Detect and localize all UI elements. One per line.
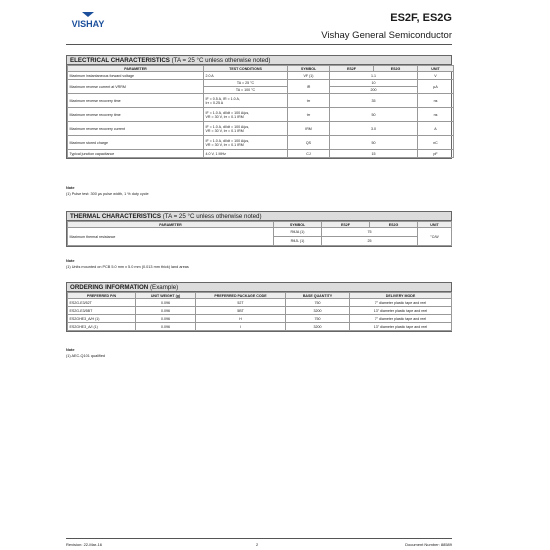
value-cell: 50 <box>330 136 418 150</box>
unit-cell: ns <box>418 108 454 122</box>
part-number-title: ES2F, ES2G <box>390 12 452 24</box>
header-rule <box>66 44 452 45</box>
param-cell: Maximum stored charge <box>68 136 204 150</box>
thermal-note-label: Note <box>66 259 75 263</box>
col-delivery-mode: DELIVERY MODE <box>350 293 452 299</box>
unit-cell: nC <box>418 136 454 150</box>
table-row <box>68 108 454 122</box>
value-cell: 1.1 <box>330 72 418 80</box>
footer-rule <box>66 538 452 539</box>
ordering-title-text: ORDERING INFORMATION <box>70 284 149 291</box>
col-es2f: ES2F <box>322 222 370 228</box>
col-preferred-pn: PREFERRED P/N <box>68 293 136 299</box>
qty-cell: 750 <box>286 299 350 307</box>
unit-cell: A <box>418 122 454 136</box>
pn-cell: ES2GHE3_A/H (1) <box>68 315 136 323</box>
footer-document-number: Document Number: 88589 <box>405 542 452 547</box>
electrical-note: (1) Pulse test: 300 µs pulse width, 1 % duty cycle <box>66 192 149 196</box>
weight-cell: 0.096 <box>136 315 196 323</box>
symbol-cell: IRM <box>288 122 330 136</box>
qty-cell: 3200 <box>286 307 350 315</box>
value-cell: 25 <box>322 237 418 246</box>
cond-cell <box>204 136 288 150</box>
col-base-quantity: BASE QUANTITY <box>286 293 350 299</box>
cond-line: VR = 30 V, Irr = 0.1 IRM <box>205 114 244 119</box>
code-cell: I <box>196 323 286 331</box>
table-row <box>68 228 452 237</box>
electrical-title-text: ELECTRICAL CHARACTERISTICS <box>70 57 170 64</box>
col-parameter: PARAMETER <box>68 222 274 228</box>
cond-cell <box>204 94 288 108</box>
unit-cell: µA <box>418 80 454 94</box>
cond-line: IF = 1.0 A, dI/dt = 100 A/µs, <box>205 138 250 143</box>
cond-cell: 2.0 A <box>204 72 288 80</box>
cond-cell: TA = 100 °C <box>204 87 288 94</box>
thermal-title <box>67 212 451 221</box>
table-row <box>68 307 452 315</box>
param-cell: Maximum thermal resistance <box>68 228 274 246</box>
footer-revision: Revision: 22-Mar-16 <box>66 542 103 547</box>
ordering-title <box>67 283 451 292</box>
electrical-table <box>67 65 454 158</box>
col-package-code: PREFERRED PACKAGE CODE <box>196 293 286 299</box>
cond-cell: 4.0 V, 1 MHz <box>204 150 288 158</box>
param-cell: Maximum reverse recovery current <box>68 122 204 136</box>
cond-line: IF = 0.5 A, IR = 1.0 A, <box>205 96 240 101</box>
unit-cell: ns <box>418 94 454 108</box>
cond-line: IF = 1.0 A, dI/dt = 100 A/µs, <box>205 110 250 115</box>
table-row <box>68 122 454 136</box>
param-cell: Maximum instantaneous forward voltage <box>68 72 204 80</box>
thermal-note: (1) Units mounted on PCB 5.0 mm x 5.0 mm (0.013 mm thick) land areas <box>66 265 189 269</box>
svg-text:VISHAY: VISHAY <box>71 19 105 29</box>
mode-cell: 13" diameter plastic tape and reel <box>350 323 452 331</box>
thermal-condition: (TA = 25 °C unless otherwise noted) <box>162 213 262 220</box>
cond-cell <box>204 108 288 122</box>
footer-page-number: 2 <box>256 542 259 547</box>
table-row <box>68 315 452 323</box>
cond-cell <box>204 122 288 136</box>
electrical-condition: (TA = 25 °C unless otherwise noted) <box>171 57 271 64</box>
symbol-cell: QS <box>288 136 330 150</box>
col-symbol: SYMBOL <box>288 66 330 72</box>
value-cell: 15 <box>330 150 418 158</box>
pn-cell: ES2G-E3/5BT <box>68 307 136 315</box>
param-cell: Maximum reverse current at VRRM <box>68 80 204 94</box>
thermal-title-text: THERMAL CHARACTERISTICS <box>70 213 161 220</box>
vishay-logo-mark <box>66 12 110 30</box>
code-cell: 5BT <box>196 307 286 315</box>
unit-cell: V <box>418 72 454 80</box>
table-row <box>68 150 454 158</box>
pn-cell: ES2GHE3_A/I (1) <box>68 323 136 331</box>
cond-line: VR = 30 V, Irr = 0.1 IRM <box>205 128 244 133</box>
col-unit: UNIT <box>418 66 454 72</box>
symbol-cell: trr <box>288 108 330 122</box>
unit-cell: °C/W <box>418 228 452 246</box>
electrical-title <box>67 56 451 65</box>
symbol-cell: trr <box>288 94 330 108</box>
table-row <box>68 299 452 307</box>
symbol-cell: RθJA (1) <box>274 228 322 237</box>
col-parameter: PARAMETER <box>68 66 204 72</box>
value-cell: 10 <box>330 80 418 87</box>
param-cell: Maximum reverse recovery time <box>68 94 204 108</box>
company-subtitle: Vishay General Semiconductor <box>321 30 452 41</box>
mode-cell: 13" diameter plastic tape and reel <box>350 307 452 315</box>
cond-line: IF = 1.0 A, dI/dt = 100 A/µs, <box>205 124 250 129</box>
ordering-note: (1) AEC-Q101 qualified <box>66 354 106 358</box>
qty-cell: 3200 <box>286 323 350 331</box>
value-cell: 75 <box>322 228 418 237</box>
weight-cell: 0.096 <box>136 307 196 315</box>
thermal-characteristics-section <box>66 211 452 247</box>
value-cell: 50 <box>330 108 418 122</box>
weight-cell: 0.096 <box>136 299 196 307</box>
symbol-cell: VF (1) <box>288 72 330 80</box>
pn-cell: ES2G-E3/52T <box>68 299 136 307</box>
cond-cell: TA = 25 °C <box>204 80 288 87</box>
table-row <box>68 72 454 80</box>
cond-line: Irr = 0.25 A <box>205 100 224 105</box>
col-test-conditions: TEST CONDITIONS <box>204 66 288 72</box>
col-es2g: ES2G <box>370 222 418 228</box>
qty-cell: 750 <box>286 315 350 323</box>
unit-cell: pF <box>418 150 454 158</box>
electrical-characteristics-section <box>66 55 452 159</box>
col-es2g: ES2G <box>374 66 418 72</box>
symbol-cell: RθJL (1) <box>274 237 322 246</box>
ordering-information-section <box>66 282 452 332</box>
table-row <box>68 323 452 331</box>
mode-cell: 7" diameter plastic tape and reel <box>350 315 452 323</box>
code-cell: H <box>196 315 286 323</box>
col-symbol: SYMBOL <box>274 222 322 228</box>
electrical-note-label: Note <box>66 186 75 190</box>
param-cell: Typical junction capacitance <box>68 150 204 158</box>
vishay-logo <box>66 12 110 30</box>
value-cell: 3.0 <box>330 122 418 136</box>
table-row <box>68 94 454 108</box>
table-row <box>68 80 454 87</box>
value-cell: 200 <box>330 87 418 94</box>
col-es2f: ES2F <box>330 66 374 72</box>
col-unit-weight: UNIT WEIGHT (g) <box>136 293 196 299</box>
symbol-cell: CJ <box>288 150 330 158</box>
table-row <box>68 136 454 150</box>
param-cell: Maximum reverse recovery time <box>68 108 204 122</box>
thermal-table <box>67 221 452 246</box>
value-cell: 35 <box>330 94 418 108</box>
ordering-note-label: Note <box>66 348 75 352</box>
symbol-cell: IR <box>288 80 330 94</box>
mode-cell: 7" diameter plastic tape and reel <box>350 299 452 307</box>
code-cell: 52T <box>196 299 286 307</box>
cond-line: VR = 30 V, Irr = 0.1 IRM <box>205 142 244 147</box>
ordering-condition: (Example) <box>150 284 179 291</box>
col-unit: UNIT <box>418 222 452 228</box>
weight-cell: 0.096 <box>136 323 196 331</box>
ordering-table <box>67 292 452 331</box>
